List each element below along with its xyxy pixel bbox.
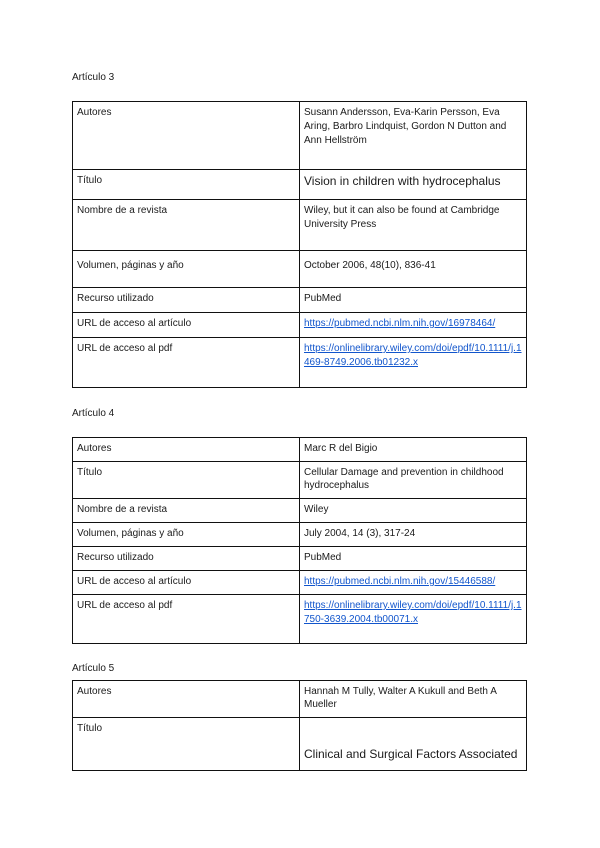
article-url-cell [300,571,527,595]
journal-label: Nombre de a revista [73,499,300,523]
journal-value: Wiley, but it can also be found at Cambridge University Press [300,200,527,251]
title-label: Título [73,462,300,499]
pdf-url-link[interactable]: https://onlinelibrary.wiley.com/doi/epdf/10.1111/j.1469-8749.2006.tb01232.x [304,343,522,368]
table-row [73,200,527,251]
table-row [73,523,527,547]
pdf-url-label: URL de acceso al pdf [73,595,300,644]
volume-value: July 2004, 14 (3), 317-24 [300,523,527,547]
table-row [73,313,527,338]
article-5-heading: Artículo 5 [72,663,115,674]
table-row [73,595,527,644]
pdf-url-cell [300,338,527,388]
journal-value: Wiley [300,499,527,523]
volume-value: October 2006, 48(10), 836-41 [300,251,527,288]
table-row [73,547,527,571]
pdf-url-label: URL de acceso al pdf [73,338,300,388]
article-3-table [72,101,527,388]
table-row [73,462,527,499]
table-row [73,718,527,771]
title-value: Clinical and Surgical Factors Associated [300,718,527,771]
article-3-heading: Artículo 3 [72,72,115,83]
resource-label: Recurso utilizado [73,547,300,571]
table-row [73,499,527,523]
table-row [73,571,527,595]
authors-value: Susann Andersson, Eva-Karin Persson, Eva Aring, Barbro Lindquist, Gordon N Dutton and Ann Hellström [300,102,527,170]
resource-label: Recurso utilizado [73,288,300,313]
resource-value: PubMed [300,547,527,571]
pdf-url-link[interactable]: https://onlinelibrary.wiley.com/doi/epdf/10.1111/j.1750-3639.2004.tb00071.x [304,600,522,625]
pdf-url-cell [300,595,527,644]
article-url-link[interactable]: https://pubmed.ncbi.nlm.nih.gov/15446588/ [304,576,496,587]
article-url-link[interactable]: https://pubmed.ncbi.nlm.nih.gov/16978464/ [304,318,496,329]
table-row [73,681,527,718]
article-url-label: URL de acceso al artículo [73,313,300,338]
article-url-label: URL de acceso al artículo [73,571,300,595]
table-row [73,102,527,170]
volume-label: Volumen, páginas y año [73,251,300,288]
authors-label: Autores [73,438,300,462]
table-row [73,338,527,388]
authors-value: Marc R del Bigio [300,438,527,462]
article-5-table [72,680,527,771]
journal-label: Nombre de a revista [73,200,300,251]
title-value: Vision in children with hydrocephalus [300,170,527,200]
table-row [73,288,527,313]
article-4-table [72,437,527,644]
title-label: Título [73,170,300,200]
article-4-heading: Artículo 4 [72,408,115,419]
title-label: Título [73,718,300,771]
table-row [73,438,527,462]
resource-value: PubMed [300,288,527,313]
authors-label: Autores [73,102,300,170]
table-row [73,251,527,288]
article-url-cell [300,313,527,338]
title-value: Cellular Damage and prevention in childhood hydrocephalus [300,462,527,499]
authors-label: Autores [73,681,300,718]
volume-label: Volumen, páginas y año [73,523,300,547]
table-row [73,170,527,200]
authors-value: Hannah M Tully, Walter A Kukull and Beth A Mueller [300,681,527,718]
